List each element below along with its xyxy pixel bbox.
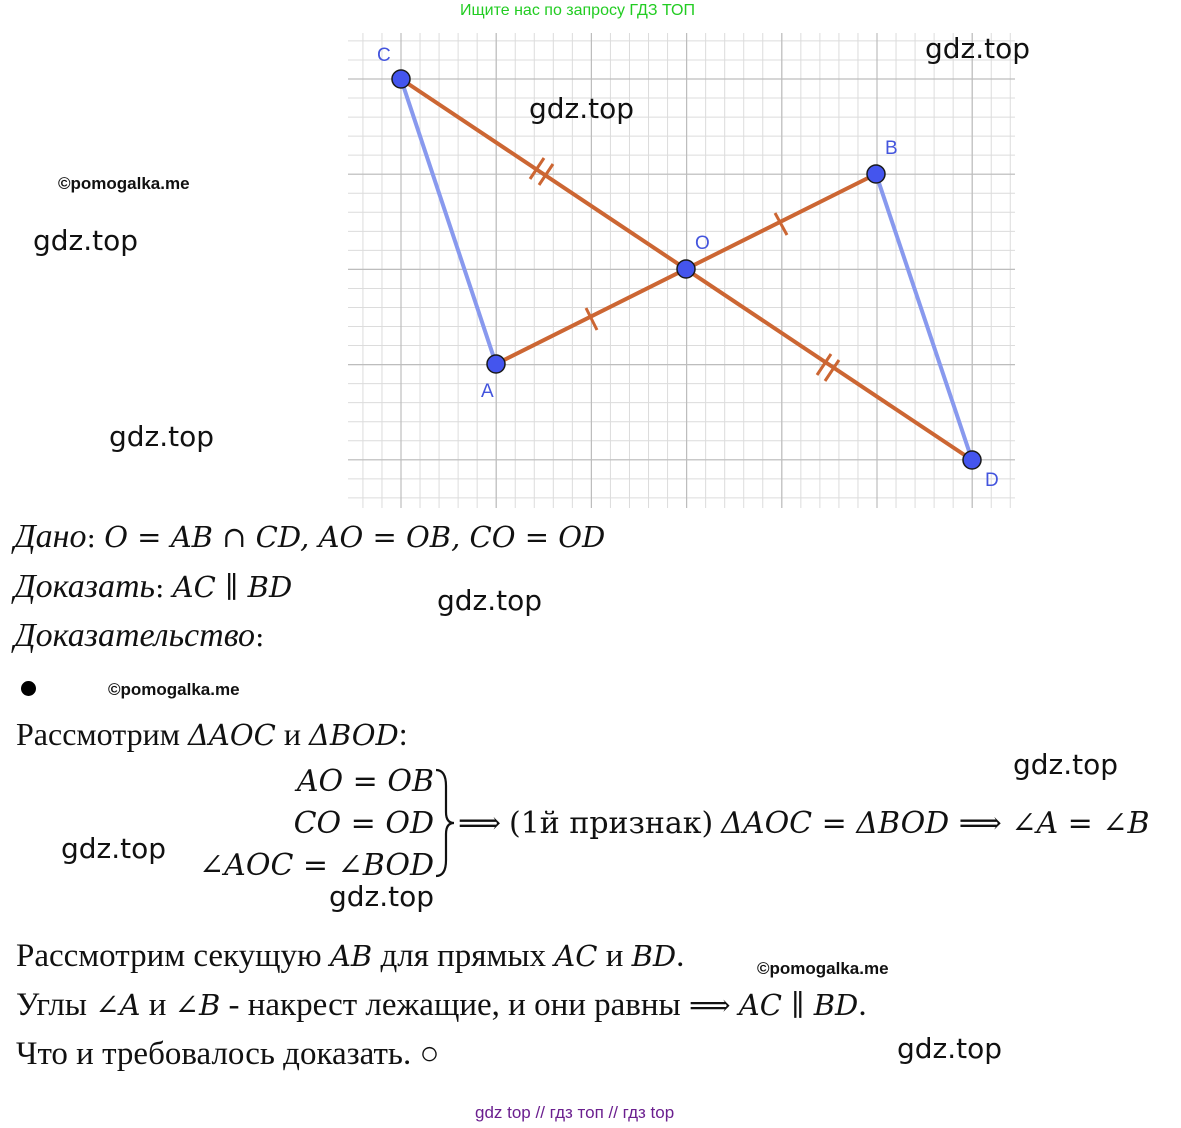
criterion-text: (1й признак) <box>509 806 714 841</box>
given-statement: O = AB ∩ CD, AO = OB, CO = OD <box>104 520 606 554</box>
secant-ac: AC <box>554 939 598 973</box>
proof-label: Доказательство <box>14 617 256 654</box>
point-d <box>963 451 981 469</box>
conclusion-text: ΔAOC = ΔBOD ⟹ ∠A = ∠B <box>721 806 1150 841</box>
consider-line <box>16 716 408 753</box>
system-eq-3: ∠AOC = ∠BOD <box>199 848 434 883</box>
given-line <box>14 518 605 556</box>
watermark: gdz.top <box>925 32 1031 65</box>
angle-b: ∠B <box>174 988 221 1022</box>
label-c: C <box>377 45 391 66</box>
watermark: gdz.top <box>329 880 435 913</box>
label-d: D <box>985 470 999 491</box>
watermark: gdz.top <box>61 832 167 865</box>
prove-label: Доказать <box>14 568 155 605</box>
angles-and: и <box>140 987 175 1023</box>
search-banner[interactable]: Ищите нас по запросу ГДЗ ТОП <box>460 2 695 19</box>
watermark-pomogalka: ©pomogalka.me <box>108 680 240 699</box>
triangle-aoc: ΔAOC <box>187 718 276 752</box>
watermark: gdz.top <box>33 224 139 257</box>
prove-statement: AC ∥ BD <box>172 570 293 604</box>
given-colon: : <box>86 521 96 554</box>
footer-links[interactable]: gdz top // гдз топ // гдз top <box>475 1103 675 1122</box>
proof-heading <box>14 617 264 655</box>
system-eq-2: CO = OD <box>293 806 434 841</box>
secant-line <box>16 938 684 975</box>
list-bullet <box>21 681 36 696</box>
point-b <box>867 165 885 183</box>
point-c <box>392 70 410 88</box>
label-b: B <box>885 138 898 159</box>
angles-text-1: Углы <box>16 987 96 1023</box>
triangle-bod: ΔBOD <box>308 718 399 752</box>
watermark: gdz.top <box>109 420 215 453</box>
label-o: O <box>695 233 710 254</box>
end-colon: : <box>398 716 408 752</box>
secant-and: и <box>597 938 632 974</box>
watermark-pomogalka: ©pomogalka.me <box>757 959 889 978</box>
system-eq-1: AO = OB <box>296 764 434 799</box>
given-label: Дано <box>14 518 87 555</box>
watermark: gdz.top <box>437 584 543 617</box>
watermark: gdz.top <box>529 92 635 125</box>
secant-text-2: для прямых <box>372 938 555 974</box>
implies-arrow: ⟹ <box>458 806 502 841</box>
prove-line <box>14 568 292 606</box>
proof-colon: : <box>255 620 265 653</box>
secant-dot: . <box>676 938 685 974</box>
watermark-pomogalka: ©pomogalka.me <box>58 174 190 193</box>
point-o <box>677 260 695 278</box>
secant-text-1: Рассмотрим секущую <box>16 938 330 974</box>
angle-a: ∠A <box>95 988 141 1022</box>
angles-result: AC ∥ BD <box>738 988 859 1022</box>
conclusion-line <box>458 804 1150 841</box>
angles-text-2: - накрест лежащие, и они равны <box>220 987 689 1023</box>
secant-bd: BD <box>631 939 677 973</box>
point-a <box>487 355 505 373</box>
angles-line <box>16 987 867 1024</box>
consider-text: Рассмотрим <box>16 716 188 752</box>
watermark: gdz.top <box>1013 748 1119 781</box>
right-brace <box>432 766 456 880</box>
segment-bd <box>876 174 972 460</box>
prove-colon: : <box>154 571 165 604</box>
angles-dot: . <box>858 987 867 1023</box>
qed-line: Что и требовалось доказать. ○ <box>16 1036 440 1072</box>
label-a: A <box>481 381 494 402</box>
angles-arrow: ⟹ <box>688 988 731 1022</box>
watermark: gdz.top <box>897 1032 1003 1065</box>
secant-ab: AB <box>329 939 373 973</box>
segment-ac <box>401 79 496 364</box>
and-word: и <box>275 716 309 752</box>
